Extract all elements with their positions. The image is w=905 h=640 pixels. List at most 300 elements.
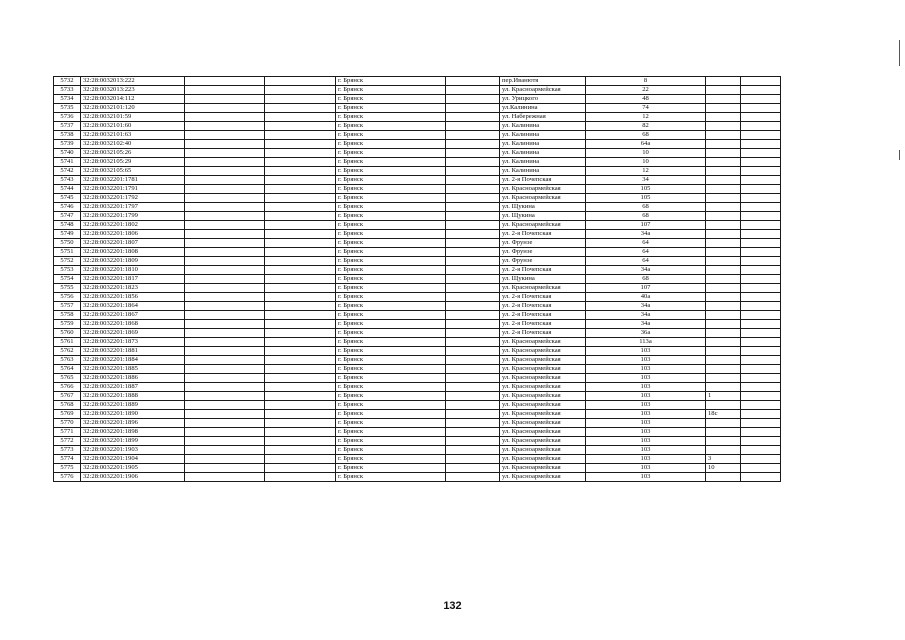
empty-cell bbox=[446, 248, 500, 257]
city-cell: г. Брянск bbox=[336, 203, 446, 212]
city-cell: г. Брянск bbox=[336, 338, 446, 347]
row-number-cell: 5776 bbox=[54, 473, 81, 482]
cadastral-number-cell: 32:28:0032201:1868 bbox=[81, 320, 185, 329]
table-row bbox=[54, 77, 781, 86]
cadastral-number-cell: 32:28:0032201:1888 bbox=[81, 392, 185, 401]
empty-cell bbox=[185, 104, 265, 113]
empty-cell bbox=[446, 122, 500, 131]
empty-cell bbox=[265, 140, 336, 149]
street-cell: ул. Красноармейская bbox=[500, 428, 586, 437]
street-cell: ул. Красноармейская bbox=[500, 437, 586, 446]
empty-cell bbox=[446, 356, 500, 365]
empty-cell bbox=[185, 374, 265, 383]
city-cell: г. Брянск bbox=[336, 464, 446, 473]
table-row bbox=[54, 221, 781, 230]
table-row bbox=[54, 239, 781, 248]
empty-cell bbox=[446, 410, 500, 419]
empty-cell bbox=[185, 446, 265, 455]
street-cell: ул. Красноармейская bbox=[500, 374, 586, 383]
cadastral-number-cell: 32:28:0032201:1896 bbox=[81, 419, 185, 428]
cadastral-number-cell: 32:28:0032201:1807 bbox=[81, 239, 185, 248]
row-number-cell: 5756 bbox=[54, 293, 81, 302]
empty-cell bbox=[741, 473, 781, 482]
row-number-cell: 5743 bbox=[54, 176, 81, 185]
city-cell: г. Брянск bbox=[336, 275, 446, 284]
table-row bbox=[54, 149, 781, 158]
cadastral-number-cell: 32:28:0032201:1781 bbox=[81, 176, 185, 185]
empty-cell bbox=[185, 284, 265, 293]
house-number-cell: 103 bbox=[586, 356, 706, 365]
row-number-cell: 5763 bbox=[54, 356, 81, 365]
empty-cell bbox=[185, 392, 265, 401]
empty-cell bbox=[446, 464, 500, 473]
empty-cell bbox=[185, 338, 265, 347]
house-number-cell: 68 bbox=[586, 212, 706, 221]
extra-number-cell bbox=[706, 140, 741, 149]
empty-cell bbox=[265, 311, 336, 320]
row-number-cell: 5740 bbox=[54, 149, 81, 158]
extra-number-cell: 3 bbox=[706, 455, 741, 464]
empty-cell bbox=[741, 347, 781, 356]
empty-cell bbox=[741, 329, 781, 338]
extra-number-cell bbox=[706, 266, 741, 275]
empty-cell bbox=[741, 167, 781, 176]
cadastral-number-cell: 32:28:0032013:223 bbox=[81, 86, 185, 95]
extra-number-cell bbox=[706, 113, 741, 122]
table-row bbox=[54, 365, 781, 374]
empty-cell bbox=[265, 275, 336, 284]
cadastral-number-cell: 32:28:0032201:1808 bbox=[81, 248, 185, 257]
row-number-cell: 5737 bbox=[54, 122, 81, 131]
empty-cell bbox=[185, 113, 265, 122]
empty-cell bbox=[741, 149, 781, 158]
empty-cell bbox=[741, 455, 781, 464]
empty-cell bbox=[265, 293, 336, 302]
cadastral-number-cell: 32:28:0032201:1905 bbox=[81, 464, 185, 473]
empty-cell bbox=[265, 437, 336, 446]
empty-cell bbox=[446, 86, 500, 95]
row-number-cell: 5745 bbox=[54, 194, 81, 203]
house-number-cell: 103 bbox=[586, 464, 706, 473]
empty-cell bbox=[741, 320, 781, 329]
cadastral-number-cell: 32:28:0032201:1884 bbox=[81, 356, 185, 365]
table-row bbox=[54, 167, 781, 176]
city-cell: г. Брянск bbox=[336, 221, 446, 230]
city-cell: г. Брянск bbox=[336, 455, 446, 464]
street-cell: ул. Фрунзе bbox=[500, 239, 586, 248]
city-cell: г. Брянск bbox=[336, 104, 446, 113]
cadastral-number-cell: 32:28:0032101:60 bbox=[81, 122, 185, 131]
empty-cell bbox=[265, 383, 336, 392]
cadastral-number-cell: 32:28:0032101:63 bbox=[81, 131, 185, 140]
empty-cell bbox=[265, 95, 336, 104]
street-cell: ул. Щукина bbox=[500, 203, 586, 212]
city-cell: г. Брянск bbox=[336, 149, 446, 158]
empty-cell bbox=[185, 365, 265, 374]
house-number-cell: 34а bbox=[586, 302, 706, 311]
city-cell: г. Брянск bbox=[336, 401, 446, 410]
house-number-cell: 103 bbox=[586, 347, 706, 356]
house-number-cell: 103 bbox=[586, 401, 706, 410]
house-number-cell: 103 bbox=[586, 383, 706, 392]
street-cell: ул. Урицкого bbox=[500, 95, 586, 104]
empty-cell bbox=[446, 392, 500, 401]
table-row bbox=[54, 383, 781, 392]
row-number-cell: 5753 bbox=[54, 266, 81, 275]
empty-cell bbox=[741, 437, 781, 446]
cadastral-number-cell: 32:28:0032105:26 bbox=[81, 149, 185, 158]
empty-cell bbox=[265, 356, 336, 365]
empty-cell bbox=[446, 455, 500, 464]
table-row bbox=[54, 437, 781, 446]
table-row bbox=[54, 473, 781, 482]
street-cell: ул. Красноармейская bbox=[500, 446, 586, 455]
table-row bbox=[54, 428, 781, 437]
street-cell: ул. Красноармейская bbox=[500, 185, 586, 194]
street-cell: ул. Фрунзе bbox=[500, 257, 586, 266]
empty-cell bbox=[741, 86, 781, 95]
empty-cell bbox=[741, 185, 781, 194]
empty-cell bbox=[265, 428, 336, 437]
city-cell: г. Брянск bbox=[336, 230, 446, 239]
empty-cell bbox=[185, 428, 265, 437]
street-cell: ул. Калинина bbox=[500, 158, 586, 167]
empty-cell bbox=[265, 374, 336, 383]
empty-cell bbox=[741, 338, 781, 347]
cadastral-number-cell: 32:28:0032201:1809 bbox=[81, 257, 185, 266]
empty-cell bbox=[446, 437, 500, 446]
extra-number-cell bbox=[706, 176, 741, 185]
empty-cell bbox=[185, 311, 265, 320]
house-number-cell: 8 bbox=[586, 77, 706, 86]
house-number-cell: 10 bbox=[586, 149, 706, 158]
street-cell: ул. Красноармейская bbox=[500, 86, 586, 95]
house-number-cell: 103 bbox=[586, 473, 706, 482]
table-row bbox=[54, 401, 781, 410]
row-number-cell: 5760 bbox=[54, 329, 81, 338]
city-cell: г. Брянск bbox=[336, 437, 446, 446]
house-number-cell: 68 bbox=[586, 275, 706, 284]
cadastral-number-cell: 32:28:0032101:59 bbox=[81, 113, 185, 122]
empty-cell bbox=[446, 293, 500, 302]
empty-cell bbox=[185, 239, 265, 248]
empty-cell bbox=[265, 347, 336, 356]
house-number-cell: 103 bbox=[586, 410, 706, 419]
empty-cell bbox=[741, 194, 781, 203]
house-number-cell: 103 bbox=[586, 437, 706, 446]
row-number-cell: 5770 bbox=[54, 419, 81, 428]
empty-cell bbox=[741, 356, 781, 365]
empty-cell bbox=[446, 230, 500, 239]
table-row bbox=[54, 347, 781, 356]
city-cell: г. Брянск bbox=[336, 77, 446, 86]
cadastral-number-cell: 32:28:0032201:1856 bbox=[81, 293, 185, 302]
empty-cell bbox=[185, 131, 265, 140]
house-number-cell: 103 bbox=[586, 446, 706, 455]
extra-number-cell bbox=[706, 158, 741, 167]
empty-cell bbox=[741, 374, 781, 383]
city-cell: г. Брянск bbox=[336, 446, 446, 455]
house-number-cell: 64 bbox=[586, 239, 706, 248]
extra-number-cell bbox=[706, 275, 741, 284]
registry-table bbox=[53, 76, 781, 482]
empty-cell bbox=[741, 113, 781, 122]
row-number-cell: 5735 bbox=[54, 104, 81, 113]
house-number-cell: 12 bbox=[586, 167, 706, 176]
extra-number-cell bbox=[706, 221, 741, 230]
house-number-cell: 103 bbox=[586, 428, 706, 437]
table-row bbox=[54, 320, 781, 329]
house-number-cell: 68 bbox=[586, 203, 706, 212]
city-cell: г. Брянск bbox=[336, 428, 446, 437]
house-number-cell: 103 bbox=[586, 419, 706, 428]
empty-cell bbox=[185, 140, 265, 149]
street-cell: ул. 2-я Почепская bbox=[500, 302, 586, 311]
city-cell: г. Брянск bbox=[336, 410, 446, 419]
table-row bbox=[54, 338, 781, 347]
street-cell: ул. Красноармейская bbox=[500, 221, 586, 230]
cadastral-number-cell: 32:28:0032014:112 bbox=[81, 95, 185, 104]
table-row bbox=[54, 455, 781, 464]
street-cell: ул. Красноармейская bbox=[500, 401, 586, 410]
city-cell: г. Брянск bbox=[336, 356, 446, 365]
empty-cell bbox=[446, 383, 500, 392]
street-cell: ул. Калинина bbox=[500, 131, 586, 140]
empty-cell bbox=[446, 428, 500, 437]
empty-cell bbox=[265, 104, 336, 113]
street-cell: ул. Калинина bbox=[500, 167, 586, 176]
house-number-cell: 103 bbox=[586, 365, 706, 374]
empty-cell bbox=[265, 239, 336, 248]
table-row bbox=[54, 464, 781, 473]
extra-number-cell bbox=[706, 446, 741, 455]
empty-cell bbox=[446, 338, 500, 347]
extra-number-cell bbox=[706, 257, 741, 266]
empty-cell bbox=[185, 473, 265, 482]
cadastral-number-cell: 32:28:0032201:1885 bbox=[81, 365, 185, 374]
empty-cell bbox=[185, 149, 265, 158]
row-number-cell: 5744 bbox=[54, 185, 81, 194]
empty-cell bbox=[741, 104, 781, 113]
empty-cell bbox=[741, 95, 781, 104]
cadastral-number-cell: 32:28:0032201:1898 bbox=[81, 428, 185, 437]
table-row bbox=[54, 284, 781, 293]
house-number-cell: 10 bbox=[586, 158, 706, 167]
cadastral-number-cell: 32:28:0032102:40 bbox=[81, 140, 185, 149]
row-number-cell: 5775 bbox=[54, 464, 81, 473]
row-number-cell: 5774 bbox=[54, 455, 81, 464]
table-row bbox=[54, 311, 781, 320]
row-number-cell: 5754 bbox=[54, 275, 81, 284]
extra-number-cell bbox=[706, 419, 741, 428]
empty-cell bbox=[741, 302, 781, 311]
row-number-cell: 5752 bbox=[54, 257, 81, 266]
empty-cell bbox=[446, 365, 500, 374]
city-cell: г. Брянск bbox=[336, 122, 446, 131]
row-number-cell: 5749 bbox=[54, 230, 81, 239]
empty-cell bbox=[185, 158, 265, 167]
cadastral-number-cell: 32:28:0032201:1810 bbox=[81, 266, 185, 275]
empty-cell bbox=[741, 383, 781, 392]
empty-cell bbox=[185, 185, 265, 194]
empty-cell bbox=[741, 275, 781, 284]
house-number-cell: 34 bbox=[586, 176, 706, 185]
extra-number-cell bbox=[706, 401, 741, 410]
row-number-cell: 5758 bbox=[54, 311, 81, 320]
house-number-cell: 22 bbox=[586, 86, 706, 95]
city-cell: г. Брянск bbox=[336, 257, 446, 266]
empty-cell bbox=[446, 473, 500, 482]
table-row bbox=[54, 329, 781, 338]
empty-cell bbox=[265, 365, 336, 374]
street-cell: ул. 2-я Почепская bbox=[500, 329, 586, 338]
table-row bbox=[54, 419, 781, 428]
table-row bbox=[54, 131, 781, 140]
house-number-cell: 34а bbox=[586, 320, 706, 329]
city-cell: г. Брянск bbox=[336, 140, 446, 149]
house-number-cell: 105 bbox=[586, 185, 706, 194]
empty-cell bbox=[741, 122, 781, 131]
city-cell: г. Брянск bbox=[336, 302, 446, 311]
empty-cell bbox=[446, 374, 500, 383]
street-cell: ул. Набережная bbox=[500, 113, 586, 122]
empty-cell bbox=[185, 248, 265, 257]
city-cell: г. Брянск bbox=[336, 248, 446, 257]
empty-cell bbox=[446, 194, 500, 203]
empty-cell bbox=[446, 347, 500, 356]
city-cell: г. Брянск bbox=[336, 185, 446, 194]
street-cell: ул. Красноармейская bbox=[500, 284, 586, 293]
extra-number-cell bbox=[706, 149, 741, 158]
cadastral-number-cell: 32:28:0032201:1873 bbox=[81, 338, 185, 347]
empty-cell bbox=[741, 392, 781, 401]
empty-cell bbox=[185, 122, 265, 131]
table-row bbox=[54, 185, 781, 194]
empty-cell bbox=[185, 77, 265, 86]
extra-number-cell: 10 bbox=[706, 464, 741, 473]
empty-cell bbox=[741, 248, 781, 257]
extra-number-cell bbox=[706, 104, 741, 113]
row-number-cell: 5751 bbox=[54, 248, 81, 257]
street-cell: ул. Красноармейская bbox=[500, 194, 586, 203]
row-number-cell: 5772 bbox=[54, 437, 81, 446]
table-row bbox=[54, 140, 781, 149]
street-cell: ул. 2-я Почепская bbox=[500, 311, 586, 320]
empty-cell bbox=[446, 212, 500, 221]
empty-cell bbox=[185, 455, 265, 464]
table-row bbox=[54, 194, 781, 203]
empty-cell bbox=[265, 185, 336, 194]
row-number-cell: 5742 bbox=[54, 167, 81, 176]
empty-cell bbox=[446, 239, 500, 248]
row-number-cell: 5747 bbox=[54, 212, 81, 221]
empty-cell bbox=[265, 329, 336, 338]
empty-cell bbox=[446, 266, 500, 275]
house-number-cell: 64 bbox=[586, 248, 706, 257]
house-number-cell: 107 bbox=[586, 221, 706, 230]
row-number-cell: 5759 bbox=[54, 320, 81, 329]
row-number-cell: 5738 bbox=[54, 131, 81, 140]
city-cell: г. Брянск bbox=[336, 194, 446, 203]
cadastral-number-cell: 32:28:0032201:1817 bbox=[81, 275, 185, 284]
house-number-cell: 68 bbox=[586, 131, 706, 140]
street-cell: ул. 2-я Почепская bbox=[500, 230, 586, 239]
extra-number-cell bbox=[706, 383, 741, 392]
empty-cell bbox=[741, 365, 781, 374]
empty-cell bbox=[741, 131, 781, 140]
empty-cell bbox=[741, 464, 781, 473]
city-cell: г. Брянск bbox=[336, 383, 446, 392]
cadastral-number-cell: 32:28:0032201:1823 bbox=[81, 284, 185, 293]
street-cell: ул.Калинина bbox=[500, 104, 586, 113]
cadastral-number-cell: 32:28:0032201:1869 bbox=[81, 329, 185, 338]
table-row bbox=[54, 113, 781, 122]
empty-cell bbox=[741, 212, 781, 221]
city-cell: г. Брянск bbox=[336, 113, 446, 122]
row-number-cell: 5755 bbox=[54, 284, 81, 293]
empty-cell bbox=[185, 329, 265, 338]
row-number-cell: 5762 bbox=[54, 347, 81, 356]
table-row bbox=[54, 275, 781, 284]
cadastral-number-cell: 32:28:0032101:120 bbox=[81, 104, 185, 113]
house-number-cell: 34а bbox=[586, 311, 706, 320]
empty-cell bbox=[265, 392, 336, 401]
empty-cell bbox=[265, 410, 336, 419]
table-row bbox=[54, 86, 781, 95]
table-row bbox=[54, 122, 781, 131]
empty-cell bbox=[265, 284, 336, 293]
house-number-cell: 64а bbox=[586, 140, 706, 149]
cadastral-number-cell: 32:28:0032201:1887 bbox=[81, 383, 185, 392]
empty-cell bbox=[265, 167, 336, 176]
empty-cell bbox=[741, 311, 781, 320]
table-row bbox=[54, 374, 781, 383]
empty-cell bbox=[446, 401, 500, 410]
extra-number-cell bbox=[706, 374, 741, 383]
empty-cell bbox=[741, 419, 781, 428]
street-cell: ул. 2-я Почепская bbox=[500, 320, 586, 329]
city-cell: г. Брянск bbox=[336, 311, 446, 320]
cadastral-number-cell: 32:28:0032201:1904 bbox=[81, 455, 185, 464]
table-row bbox=[54, 302, 781, 311]
city-cell: г. Брянск bbox=[336, 419, 446, 428]
house-number-cell: 34а bbox=[586, 230, 706, 239]
empty-cell bbox=[265, 149, 336, 158]
table-row bbox=[54, 356, 781, 365]
table-row bbox=[54, 230, 781, 239]
empty-cell bbox=[185, 257, 265, 266]
empty-cell bbox=[446, 275, 500, 284]
empty-cell bbox=[741, 284, 781, 293]
extra-number-cell bbox=[706, 329, 741, 338]
extra-number-cell bbox=[706, 131, 741, 140]
row-number-cell: 5764 bbox=[54, 365, 81, 374]
street-cell: ул. Калинина bbox=[500, 149, 586, 158]
house-number-cell: 103 bbox=[586, 455, 706, 464]
street-cell: ул. Фрунзе bbox=[500, 248, 586, 257]
table-row bbox=[54, 158, 781, 167]
empty-cell bbox=[185, 194, 265, 203]
house-number-cell: 82 bbox=[586, 122, 706, 131]
empty-cell bbox=[185, 302, 265, 311]
city-cell: г. Брянск bbox=[336, 473, 446, 482]
empty-cell bbox=[265, 122, 336, 131]
empty-cell bbox=[446, 158, 500, 167]
street-cell: ул. Красноармейская bbox=[500, 410, 586, 419]
city-cell: г. Брянск bbox=[336, 374, 446, 383]
empty-cell bbox=[185, 167, 265, 176]
row-number-cell: 5732 bbox=[54, 77, 81, 86]
